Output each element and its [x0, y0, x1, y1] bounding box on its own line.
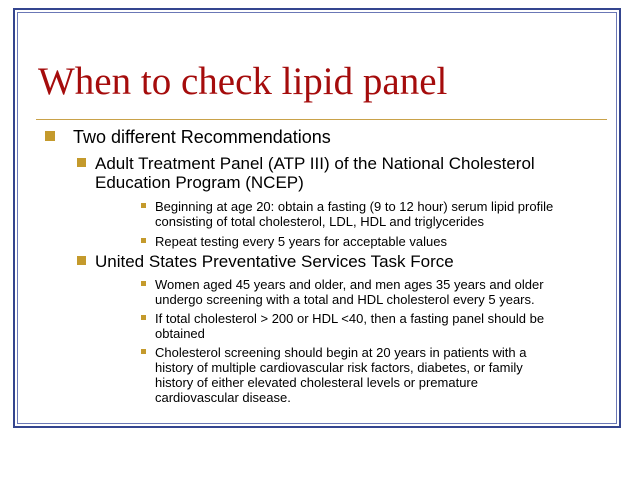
bullet-two-recommendations: Two different Recommendations	[73, 127, 331, 147]
square-bullet-icon	[141, 203, 146, 208]
bullet-age-20-line1: Beginning at age 20: obtain a fasting (9 to 12 hour) serum lipid profile	[155, 199, 554, 214]
square-bullet-icon	[45, 131, 55, 141]
bullet-screening-line3: history of either elevated cholesteral levels or premature	[155, 375, 478, 390]
bullet-uspstf: United States Preventative Services Task Force	[95, 252, 454, 271]
bullet-repeat-testing: Repeat testing every 5 years for acceptable values	[155, 234, 447, 249]
square-bullet-icon	[141, 238, 146, 243]
bullet-total-cholesterol-line1: If total cholesterol > 200 or HDL <40, then a fasting panel should be	[155, 311, 545, 326]
bullet-women-men-line1: Women aged 45 years and older, and men ages 35 years and older	[155, 277, 544, 292]
square-bullet-icon	[141, 281, 146, 286]
bullet-screening-line1: Cholesterol screening should begin at 20 years in patients with a	[155, 345, 527, 360]
square-bullet-icon	[77, 158, 86, 167]
square-bullet-icon	[141, 315, 146, 320]
square-bullet-icon	[77, 256, 86, 265]
square-bullet-icon	[141, 349, 146, 354]
bullet-atp-iii-line1: Adult Treatment Panel (ATP III) of the National Cholesterol	[95, 154, 535, 173]
bullet-total-cholesterol-line2: obtained	[155, 326, 205, 341]
bullet-atp-iii-line2: Education Program (NCEP)	[95, 173, 304, 192]
bullet-women-men-line2: undergo screening with a total and HDL cholesterol every 5 years.	[155, 292, 535, 307]
bullet-age-20-line2: consisting of total cholesterol, LDL, HDL and triglycerides	[155, 214, 485, 229]
slide-title: When to check lipid panel	[38, 60, 448, 103]
bullet-screening-line2: history of multiple cardiovascular risk factors, diabetes, or family	[155, 360, 523, 375]
bullet-screening-line4: cardiovascular disease.	[155, 390, 291, 405]
title-divider	[36, 119, 607, 120]
